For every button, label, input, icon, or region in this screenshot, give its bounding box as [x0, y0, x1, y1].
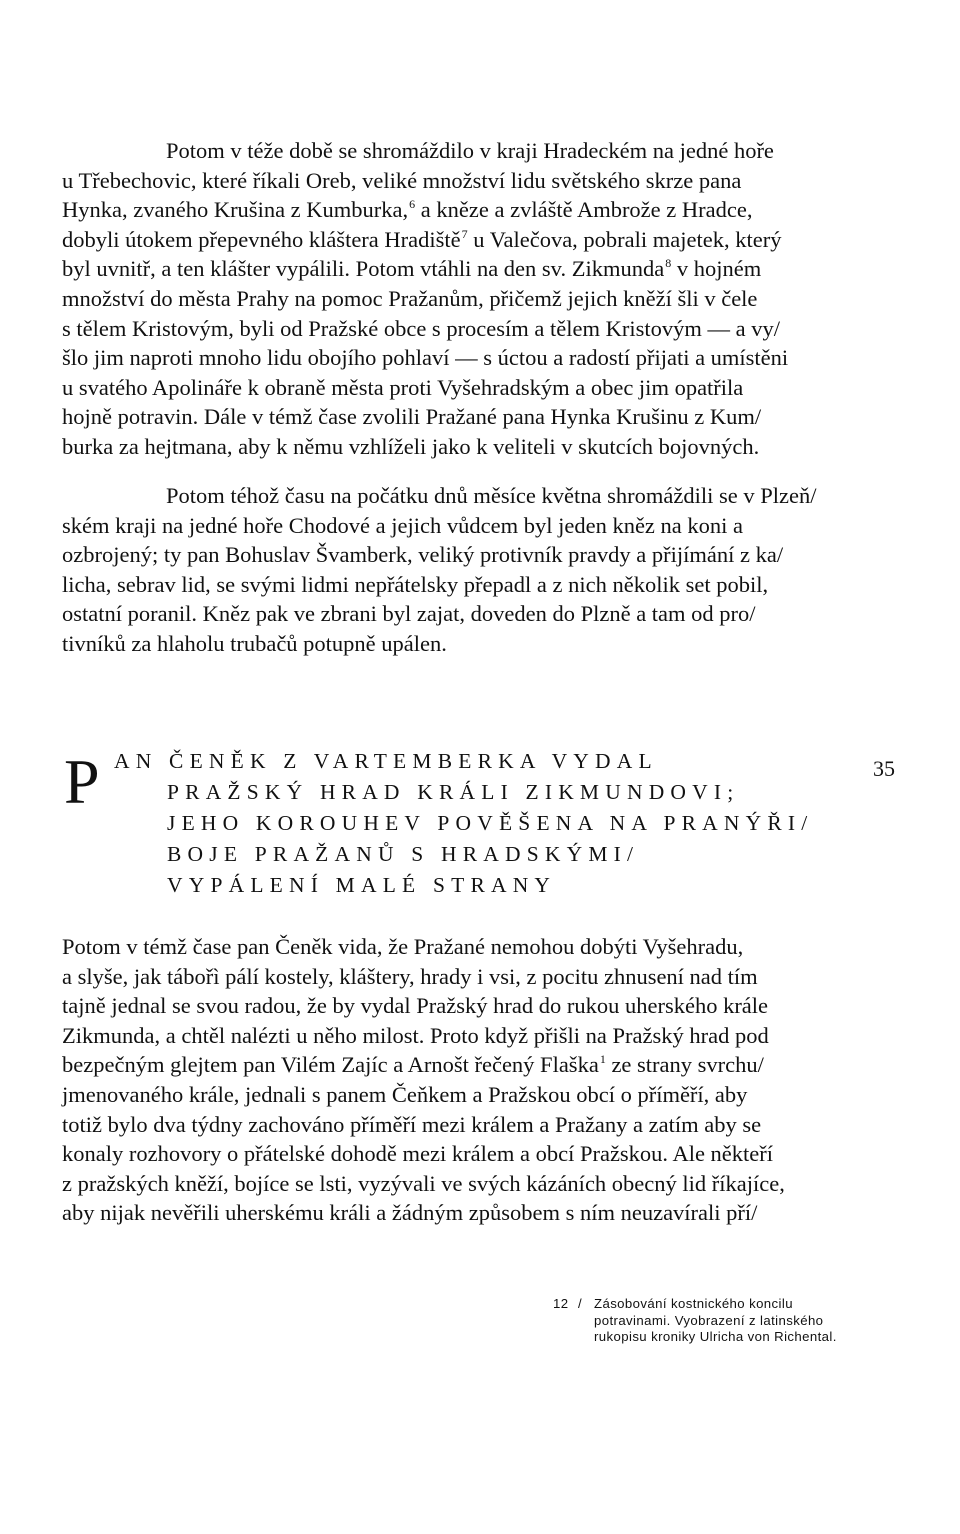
paragraph-1	[62, 136, 902, 462]
drop-initial: P	[64, 746, 100, 817]
text-line: Potom téhož času na počátku dnů měsíce května shromáždili se v Plzeň/	[166, 483, 817, 508]
text-line: Potom v téže době se shromáždilo v kraji Hradeckém na jedné hoře	[166, 138, 774, 163]
text-line: licha, sebrav lid, se svými lidmi nepřátelsky přepadl a z nich několik set pobil,	[62, 571, 769, 597]
text-line: s tělem Kristovým, byli od Pražské obce s procesím a tělem Kristovým — a vy/	[62, 315, 780, 341]
heading-line: VYPÁLENÍ MALÉ STRANY	[167, 873, 557, 897]
text-line: dobyli útokem přepevného kláštera Hradiště$^7$ u Valečova, pobrali majetek, který	[62, 226, 782, 252]
text-line: šlo jim naproti mnoho lidu obojího pohlaví — s úctou a radostí přijati a umístěni	[62, 345, 789, 371]
text-line: množství do města Prahy na pomoc Pražanům, přičemž jejich kněží šli v čele	[62, 285, 758, 311]
text-line: byl uvnitř, a ten klášter vypálili. Potom vtáhli na den sv. Zikmunda$^8$ v hojném	[62, 256, 762, 282]
text-line: u Třebechovic, které říkali Oreb, veliké množství lidu světského skrze pana	[62, 167, 742, 193]
text-line: burka za hejtmana, aby k němu vzhlíželi jako k veliteli v skutcích bojovných.	[62, 433, 760, 459]
text-line: tivníků za hlaholu trubačů potupně upálen.	[62, 630, 447, 656]
footnote-mark: 6	[409, 197, 416, 212]
heading-line: BOJE PRAŽANŮ S HRADSKÝMI/	[167, 842, 640, 866]
text-line: hojně potravin. Dále v témž čase zvolili Pražané pana Hynka Krušinu z Kum/	[62, 404, 762, 430]
heading-line: JEHO KOROUHEV POVĚŠENA NA PRANÝŘI/	[167, 811, 814, 835]
text-line: u svatého Apolináře k obraně města proti Vyšehradským a obec jim opatřila	[62, 374, 744, 400]
heading-line: AN ČENĚK Z VARTEMBERKA VYDAL	[114, 749, 658, 773]
caption-text	[594, 1296, 914, 1346]
caption-line: Zásobování kostnického koncilu	[594, 1296, 793, 1311]
chapter-heading	[62, 746, 902, 906]
caption-separator: /	[578, 1296, 583, 1311]
text-line: totiž bylo dva týdny zachováno příměří mezi králem a Pražany a zatím aby se	[62, 1111, 762, 1137]
heading-line: PRAŽSKÝ HRAD KRÁLI ZIKMUNDOVI;	[167, 780, 740, 804]
text-line: konaly rozhovory o přátelské dohodě mezi králem a obcí Pražskou. Ale někteří	[62, 1141, 774, 1167]
text-line: ském kraji na jedné hoře Chodové a jejich vůdcem byl jeden kněz na koni a	[62, 512, 744, 538]
text-line: a slyše, jak tábořì pálí kostely, kláštery, hrady i vsi, z pocitu zhnusení nad tím	[62, 963, 758, 989]
paragraph-2	[62, 481, 902, 659]
footnote-mark: 1	[599, 1052, 606, 1067]
footnote-mark: 7	[461, 226, 468, 241]
caption-line: potravinami. Vyobrazení z latinského	[594, 1312, 824, 1328]
text-line: Zikmunda, a chtěl nalézti u něho milost. Proto když přišli na Pražský hrad pod	[62, 1022, 769, 1048]
caption-line: rukopisu kroniky Ulricha von Richental.	[594, 1329, 837, 1344]
chapter-number: 35	[873, 756, 895, 781]
text-line: aby nijak nevěřili uherskému králi a žádným způsobem s ním neuzavírali pří/	[62, 1200, 758, 1226]
paragraph-3	[62, 932, 902, 1228]
text-line: bezpečným glejtem pan Vilém Zajíc a Arnošt řečený Flaška$^1$ ze strany svrchu/	[62, 1052, 764, 1078]
text-line: tajně jednal se svou radou, že by vydal Pražský hrad do rukou uherského krále	[62, 993, 769, 1019]
text-line: ostatní poranil. Kněz pak ve zbrani byl zajat, doveden do Plzně a tam od pro/	[62, 601, 756, 627]
text-line: Potom v témž čase pan Čeněk vida, že Pražané nemohou dobýti Vyšehradu,	[62, 934, 744, 959]
text-line: z pražských kněží, bojíce se lsti, vyzývali ve svých kázáních obecný lid říkajíce,	[62, 1170, 785, 1196]
text-line: ozbrojený; ty pan Bohuslav Švamberk, veliký protivník pravdy a přijímání z ka/	[62, 542, 784, 568]
text-line: Hynka, zvaného Krušina z Kumburka,$^6$ a kněze a zvláště Ambrože z Hradce,	[62, 197, 753, 223]
text-line: jmenovaného krále, jednali s panem Čeňkem a Pražskou obcí o příměří, aby	[62, 1081, 748, 1107]
footnote-mark: 8	[665, 256, 672, 271]
caption-number: 12	[553, 1296, 569, 1311]
